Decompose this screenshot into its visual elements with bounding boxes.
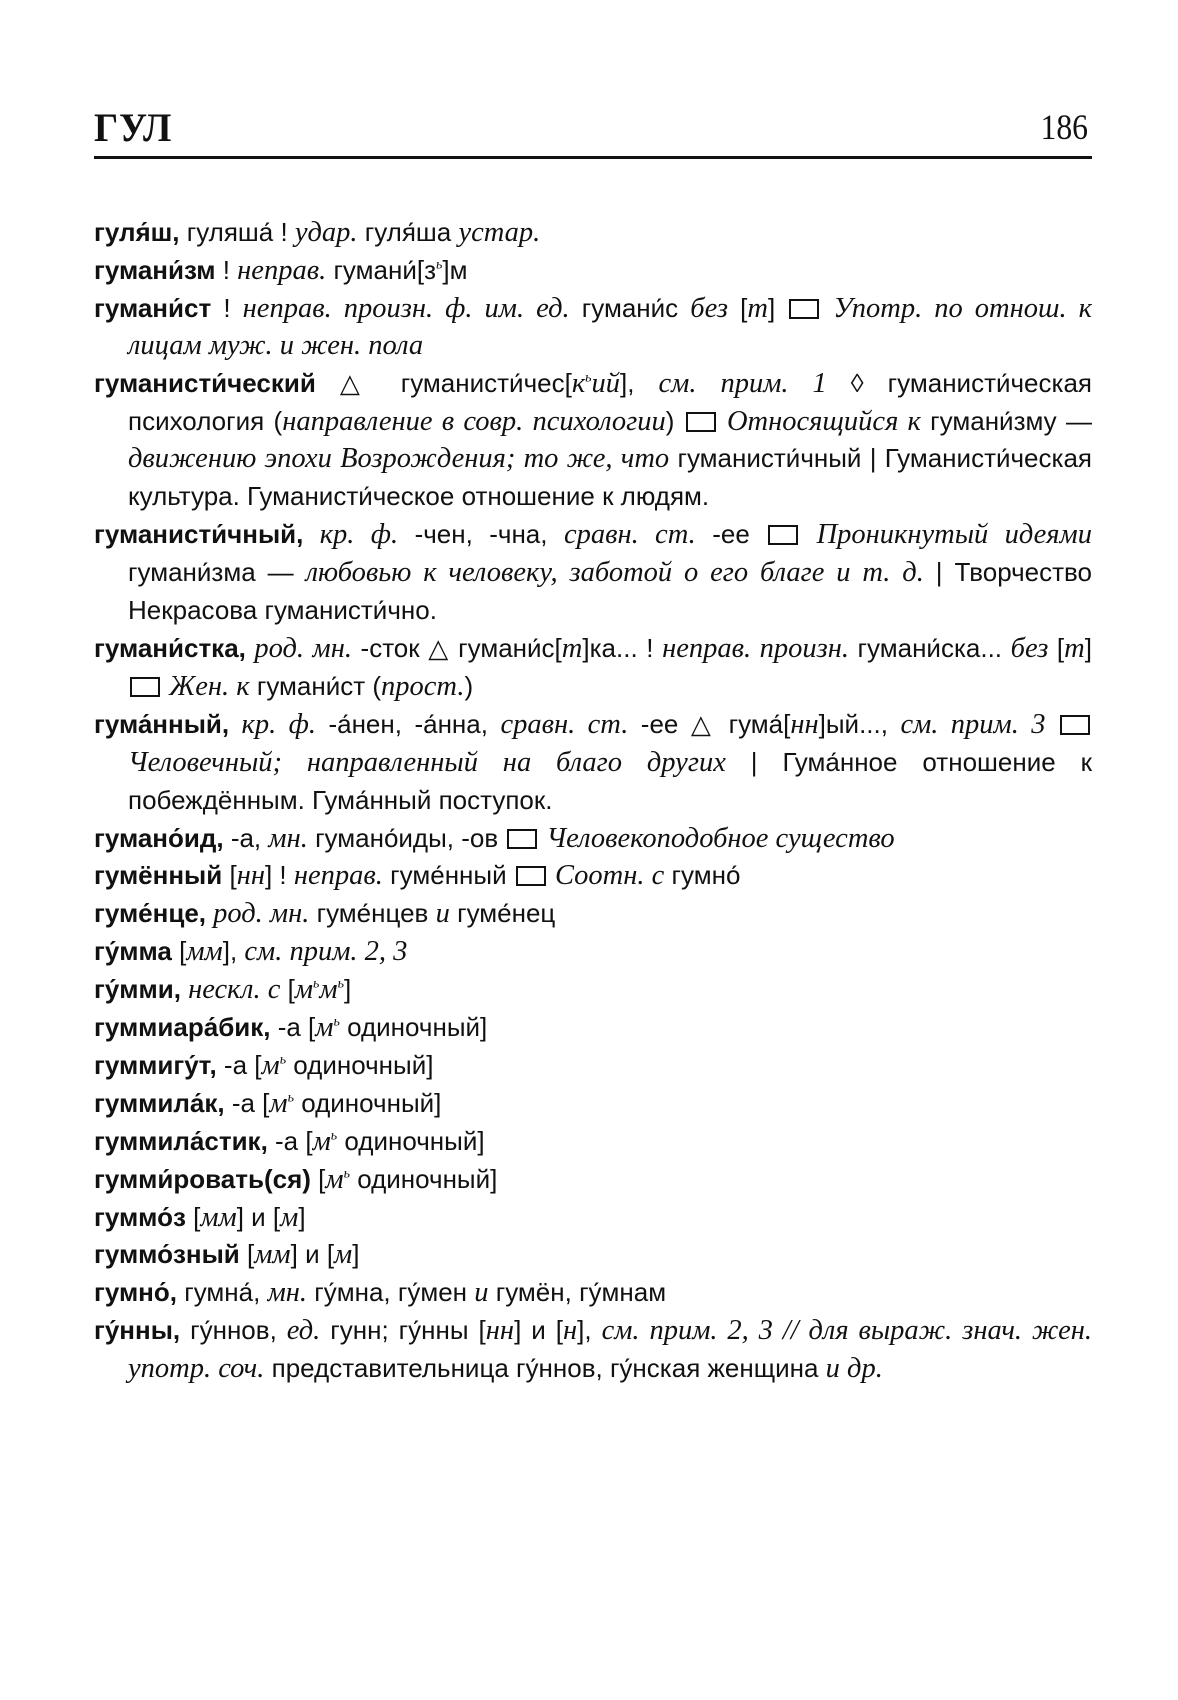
label-italic: м: [261, 1049, 280, 1081]
dictionary-entry: [94, 1123, 1092, 1161]
entry-text: -чен, -чна,: [398, 519, 564, 550]
label-italic: к: [571, 367, 586, 399]
entry-text: гумани́ст (: [249, 670, 382, 701]
label-italic: мм: [200, 1201, 237, 1233]
headword: гумённый: [94, 860, 223, 891]
dictionary-entry: [94, 516, 1092, 630]
entry-text: гумна́,: [177, 1277, 268, 1308]
headword: гумани́стка,: [94, 632, 246, 663]
dictionary-entry: [94, 1236, 1092, 1274]
label-italic: Человекоподобное существо: [539, 822, 895, 854]
entry-text: -а [: [224, 1087, 270, 1118]
label-italic: мм: [186, 936, 223, 968]
entry-text: гуля́ша: [357, 217, 459, 247]
label-italic: Употр. по отнош. к лицам муж. и жен. пола: [128, 292, 1092, 361]
headword: гумано́ид,: [94, 822, 224, 853]
definition-box-icon: [130, 677, 160, 697]
entry-text: ь: [330, 1128, 338, 1144]
page-number: 186: [1040, 107, 1088, 147]
dictionary-entry: [94, 1312, 1092, 1388]
definition-box-icon: [789, 299, 819, 319]
label-italic: неправ. произн. ф. им. ед.: [242, 292, 570, 324]
entry-text: гуме́нцев: [309, 898, 436, 929]
entry-text: △ гуманисти́чес[: [315, 367, 572, 398]
label-italic: см. прим. 2, 3 // для выраж. знач. жен. употр. соч.: [128, 1315, 1092, 1385]
label-italic: сравн. ст.: [563, 519, 696, 551]
headword: гумани́ст: [94, 292, 212, 323]
entry-text: одиночный]: [339, 1012, 488, 1043]
entry-text: гумно́: [664, 860, 741, 891]
entry-text: !: [215, 254, 238, 285]
label-italic: мн.: [268, 822, 308, 854]
label-italic: ед.: [286, 1315, 321, 1347]
headword: гуммо́зный: [94, 1239, 240, 1270]
label-italic: м: [334, 1239, 353, 1271]
headword: гуммо́з: [94, 1201, 186, 1232]
entry-text: ь: [287, 1090, 294, 1106]
label-italic: ий: [591, 367, 621, 399]
entry-text: ] и [: [290, 1239, 335, 1270]
entry-text: ]ка... !: [582, 632, 663, 663]
entry-text: -сток △ гумани́с[: [351, 632, 562, 663]
headword: гу́мми,: [94, 974, 181, 1005]
headword: гума́нный,: [94, 708, 230, 739]
entry-text: гуме́нный: [382, 860, 514, 891]
dictionary-entry: [94, 933, 1092, 971]
entry-text: представительница гу́ннов, гу́нская женщина: [264, 1353, 826, 1384]
label-italic: неправ. произн.: [662, 632, 849, 664]
entry-text: гунн; гу́нны [: [320, 1315, 486, 1346]
label-italic: м: [319, 974, 338, 1006]
dictionary-entry: [94, 214, 1092, 252]
headword: гу́мма: [94, 936, 172, 967]
label-italic: т: [561, 632, 583, 664]
label-italic: кр. ф.: [303, 519, 399, 551]
definition-box-icon: [507, 829, 537, 849]
label-italic: и: [474, 1277, 489, 1309]
label-italic: мн.: [267, 1277, 308, 1309]
entry-text: гу́мна, гу́мен: [307, 1277, 475, 1308]
label-italic: сравн. ст.: [500, 708, 629, 740]
entry-text: ь: [337, 976, 344, 992]
label-italic: удар.: [294, 217, 358, 248]
definition-box-icon: [516, 866, 546, 886]
label-italic: Относящийся к: [717, 405, 921, 437]
definition-box-icon: [686, 412, 716, 432]
entry-text: [1046, 709, 1058, 739]
entry-text: | Творчество Некрасова гуманисти́чно.: [128, 557, 1092, 626]
entry-text: ],: [222, 936, 245, 967]
entry-text: -а [: [267, 1125, 313, 1156]
entry-text: ◊ гуманисти́ческая психология (: [128, 367, 1092, 436]
entry-text: [: [280, 974, 295, 1005]
headword: гуммила́стик,: [94, 1125, 268, 1156]
label-italic: без: [1010, 632, 1049, 664]
label-italic: неправ.: [293, 860, 383, 892]
entry-text: !: [211, 292, 243, 323]
label-italic: Соотн. с: [547, 860, 665, 892]
entry-text: ь: [436, 257, 443, 273]
entry-text: ]: [344, 974, 352, 1005]
entry-text: одиночный]: [286, 1049, 434, 1080]
entry-text: [: [185, 1201, 201, 1232]
entry-text: гумани́с: [569, 292, 691, 323]
definition-box-icon: [1060, 715, 1090, 735]
label-italic: м: [269, 1087, 288, 1119]
entry-text: ],: [577, 1315, 602, 1346]
headword: гуманисти́ческий: [94, 367, 316, 398]
label-italic: без: [690, 292, 729, 324]
dictionary-entry: [94, 252, 1092, 290]
entry-text: -ее △ гума́[: [628, 708, 791, 739]
headword: гумно́,: [94, 1277, 177, 1308]
page-header: [94, 100, 1092, 156]
label-italic: род. мн.: [245, 632, 352, 664]
entry-text: ь: [279, 1052, 287, 1068]
entry-text: ): [665, 405, 684, 436]
entry-text: гумани́зма —: [128, 557, 306, 588]
label-italic: т: [1064, 632, 1085, 664]
entry-text: ]м: [442, 254, 468, 285]
headword: гумми́ровать(ся): [94, 1163, 311, 1194]
entry-text: [: [239, 1239, 255, 1270]
entry-text: ]: [352, 1239, 360, 1270]
entry-text: гумён, гу́мнам: [488, 1277, 667, 1308]
label-italic: направление в совр. психологии: [282, 405, 666, 437]
label-italic: род. мн.: [206, 898, 310, 930]
entry-text: ): [464, 670, 474, 701]
entry-text: [: [171, 936, 187, 967]
headword: гуммиара́бик,: [94, 1012, 271, 1043]
label-italic: и др.: [825, 1353, 883, 1385]
label-italic: см. прим. 3: [900, 708, 1046, 740]
dictionary-entry: [94, 1009, 1092, 1047]
label-italic: неправ.: [237, 254, 327, 286]
headword: гуммигу́т,: [94, 1049, 217, 1080]
headword: гу́нны,: [94, 1315, 181, 1346]
entry-text: ]: [1084, 632, 1092, 663]
entry-text: ь: [343, 1166, 350, 1182]
entry-text: ]: [767, 292, 788, 323]
headword: гумани́зм: [94, 254, 216, 285]
entry-text: гумано́иды, -ов: [307, 822, 506, 853]
entry-text: ] и [: [236, 1201, 281, 1232]
entry-text: ь: [313, 976, 320, 992]
label-italic: движению эпохи Возрождения; то же, что: [128, 443, 670, 475]
label-italic: кр. ф.: [229, 708, 316, 740]
dictionary-entry: [94, 1047, 1092, 1085]
entry-text: одиночный]: [349, 1163, 498, 1194]
dictionary-page: [94, 100, 1092, 1385]
dictionary-entry: [94, 1274, 1092, 1312]
label-italic: н: [563, 1315, 578, 1347]
entry-text: одиночный]: [293, 1087, 442, 1118]
label-italic: нескл. с: [180, 974, 281, 1006]
entry-text: ь: [333, 1014, 340, 1030]
dictionary-entry: [94, 630, 1092, 706]
headword: гуля́ш,: [94, 217, 180, 247]
label-italic: т: [747, 292, 768, 324]
entry-text: ],: [620, 367, 659, 398]
label-italic: нн: [236, 860, 265, 892]
label-italic: Человечный; направленный на благо других: [128, 746, 726, 778]
entry-text: одиночный]: [337, 1125, 485, 1156]
label-italic: м: [325, 1163, 344, 1195]
header-rule: [94, 156, 1092, 159]
label-italic: м: [315, 1012, 334, 1044]
entry-text: -а [: [270, 1012, 316, 1043]
definition-box-icon: [768, 525, 798, 545]
entry-text: гу́ннов,: [180, 1315, 287, 1346]
dictionary-entry: [94, 1161, 1092, 1199]
label-italic: Проникнутый идеями: [800, 519, 1092, 551]
dictionary-entry: [94, 1085, 1092, 1123]
label-italic: нн: [790, 708, 819, 740]
entry-text: ] !: [264, 860, 294, 891]
label-italic: м: [294, 974, 314, 1006]
headword: гуманисти́чный,: [94, 519, 304, 550]
dictionary-entry: [94, 290, 1092, 365]
entry-text: ]: [298, 1201, 306, 1232]
running-head: ГУЛ: [94, 105, 173, 150]
entry-text: | Гума́нное отношение к побеждённым. Гума́нный поступок.: [128, 746, 1092, 815]
label-italic: и: [435, 898, 450, 930]
dictionary-entry: [94, 857, 1092, 895]
dictionary-entry: [94, 971, 1092, 1009]
entry-text: [: [310, 1163, 326, 1194]
label-italic: м: [312, 1125, 331, 1157]
entry-text: гумани́зму —: [920, 405, 1092, 436]
label-italic: устар.: [458, 217, 541, 248]
label-italic: мм: [254, 1239, 291, 1271]
dictionary-entry: [94, 1199, 1092, 1237]
label-italic: любовью к человеку, заботой о его благе и т. д.: [305, 557, 924, 589]
entry-text: гумани́ска...: [848, 632, 1011, 663]
entry-text: гумани́[з: [326, 254, 436, 285]
entry-text: -ее: [695, 519, 767, 550]
dictionary-entry: [94, 820, 1092, 858]
label-italic: м: [280, 1201, 299, 1233]
entry-list: [94, 214, 1092, 1388]
label-italic: см. прим. 1: [658, 367, 827, 399]
label-italic: нн: [485, 1315, 515, 1347]
label-italic: см. прим. 2, 3: [244, 936, 408, 968]
entry-text: -а́нен, -а́нна,: [315, 708, 501, 739]
headword: гуме́нце,: [94, 898, 207, 929]
dictionary-entry: [94, 706, 1092, 820]
label-italic: Жен. к: [162, 670, 250, 702]
entry-text: [: [222, 860, 237, 891]
entry-text: ь: [585, 370, 592, 386]
entry-text: гуманисти́чный | Гуманисти́ческая культура. Гуманисти́ческое отношение к людям.: [128, 443, 1092, 512]
entry-text: ] и [: [514, 1315, 564, 1346]
entry-text: гуляша́ !: [179, 217, 295, 247]
dictionary-entry: [94, 365, 1092, 517]
entry-text: -а,: [223, 822, 269, 853]
entry-text: гуме́нец: [449, 898, 556, 929]
label-italic: прост.: [381, 670, 465, 702]
headword: гуммила́к,: [94, 1087, 225, 1118]
dictionary-entry: [94, 895, 1092, 933]
entry-text: [: [1048, 632, 1065, 663]
entry-text: ]ый...,: [818, 708, 901, 739]
entry-text: -а [: [216, 1049, 262, 1080]
entry-text: [: [728, 292, 748, 323]
